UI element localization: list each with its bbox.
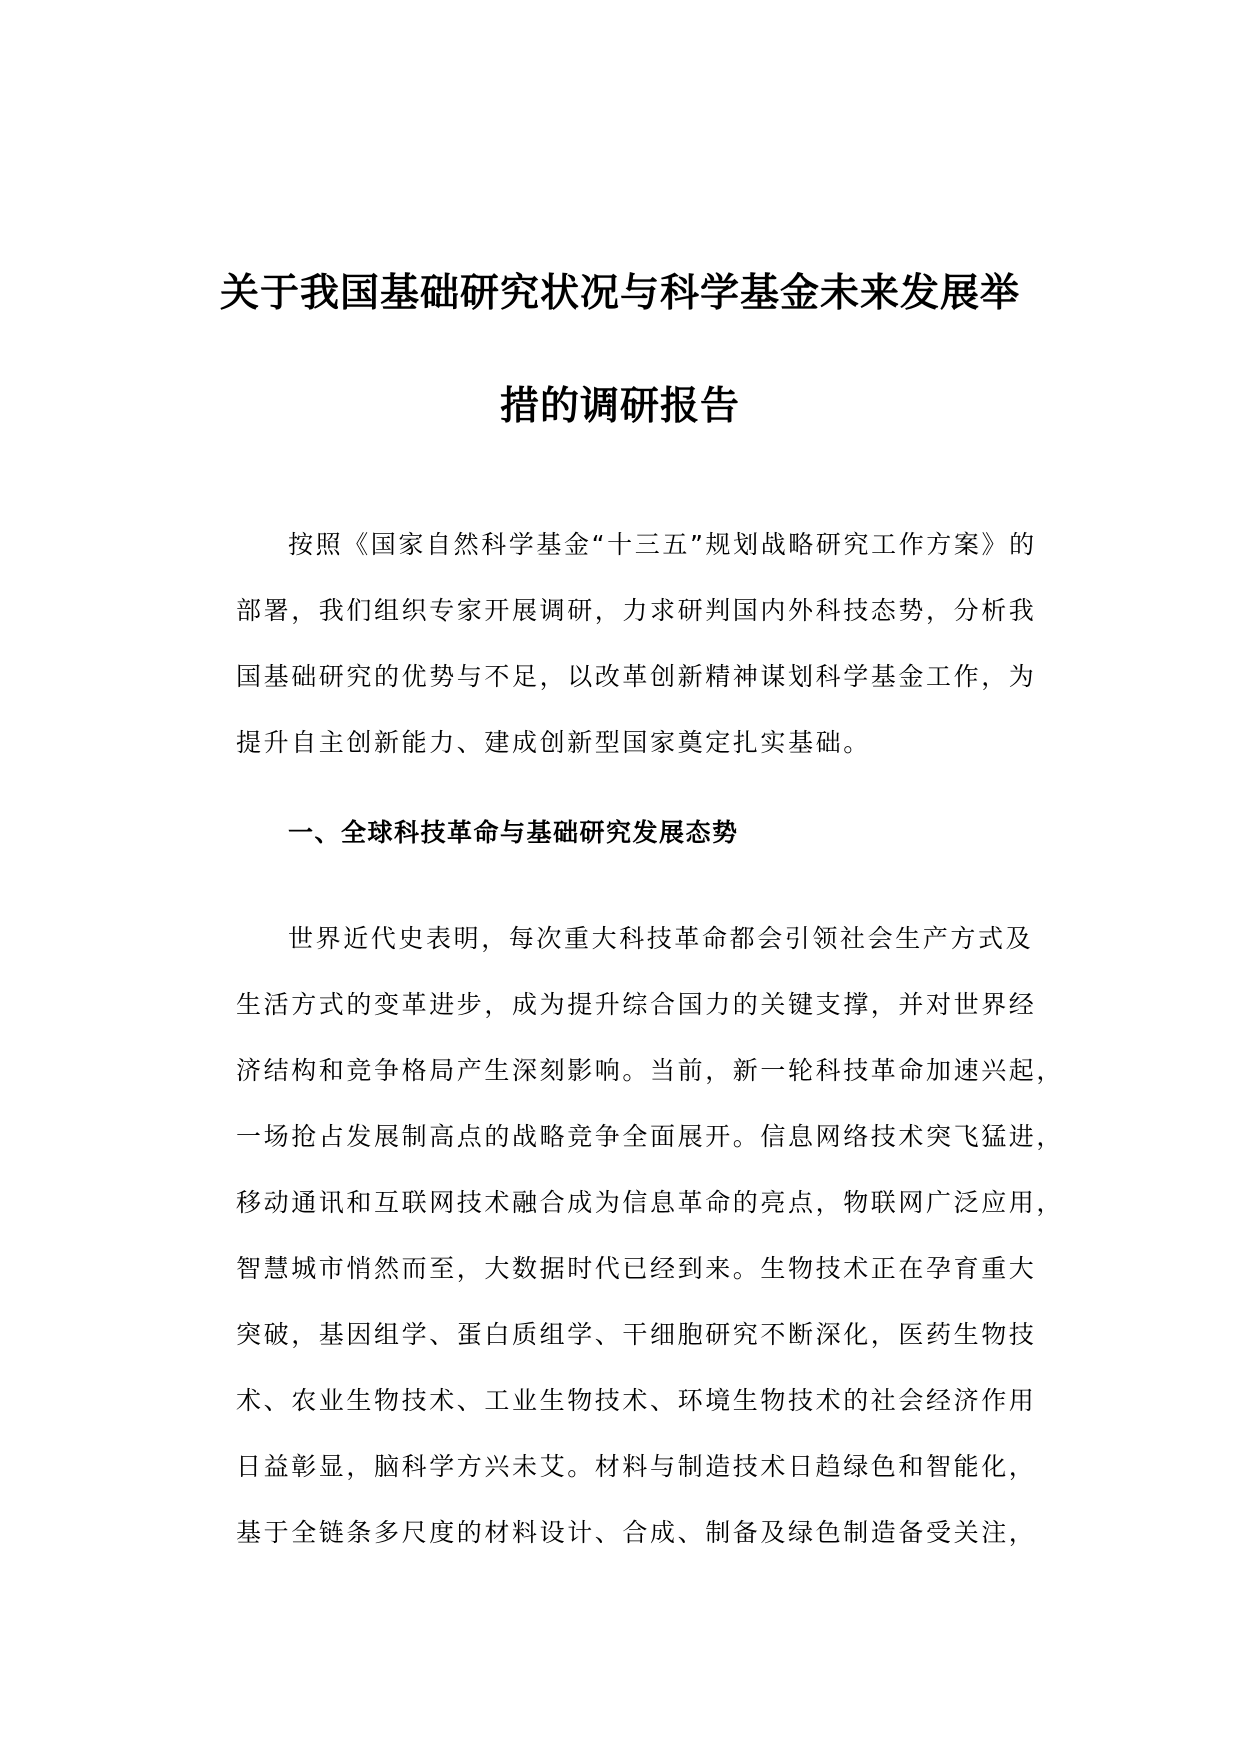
paragraph-line: 突破，基因组学、蛋白质组学、干细胞研究不断深化，医药生物技 bbox=[236, 1320, 1037, 1349]
paragraph-line: 基于全链条多尺度的材料设计、合成、制备及绿色制造备受关注， bbox=[236, 1518, 1037, 1547]
paragraph-line: 提升自主创新能力、建成创新型国家奠定扎实基础。 bbox=[236, 728, 871, 757]
section-paragraph bbox=[236, 906, 1065, 1566]
section-heading: 一、全球科技革命与基础研究发展态势 bbox=[288, 818, 739, 847]
paragraph-line: 移动通讯和互联网技术融合成为信息革命的亮点，物联网广泛应用， bbox=[236, 1188, 1065, 1217]
document-title-line-1: 关于我国基础研究状况与科学基金未来发展举 bbox=[219, 271, 1020, 316]
paragraph-line: 智慧城市悄然而至，大数据时代已经到来。生物技术正在孕育重大 bbox=[236, 1254, 1037, 1283]
paragraph-line: 日益彰显，脑科学方兴未艾。材料与制造技术日趋绿色和智能化， bbox=[236, 1452, 1037, 1481]
paragraph-line: 国基础研究的优势与不足，以改革创新精神谋划科学基金工作，为 bbox=[236, 662, 1037, 691]
paragraph-line: 术、农业生物技术、工业生物技术、环境生物技术的社会经济作用 bbox=[236, 1386, 1037, 1415]
document-title-line-2: 措的调研报告 bbox=[499, 384, 740, 429]
paragraph-line: 按照《国家自然科学基金“十三五”规划战略研究工作方案》的 bbox=[288, 530, 1037, 559]
paragraph-line: 世界近代史表明，每次重大科技革命都会引领社会生产方式及 bbox=[288, 924, 1034, 953]
paragraph-line: 部署，我们组织专家开展调研，力求研判国内外科技态势，分析我 bbox=[236, 596, 1037, 625]
paragraph-line: 济结构和竞争格局产生深刻影响。当前，新一轮科技革命加速兴起， bbox=[236, 1056, 1065, 1085]
intro-paragraph bbox=[236, 512, 1036, 776]
paragraph-line: 生活方式的变革进步，成为提升综合国力的关键支撑，并对世界经 bbox=[236, 990, 1037, 1019]
paragraph-line: 一场抢占发展制高点的战略竞争全面展开。信息网络技术突飞猛进， bbox=[236, 1122, 1065, 1151]
